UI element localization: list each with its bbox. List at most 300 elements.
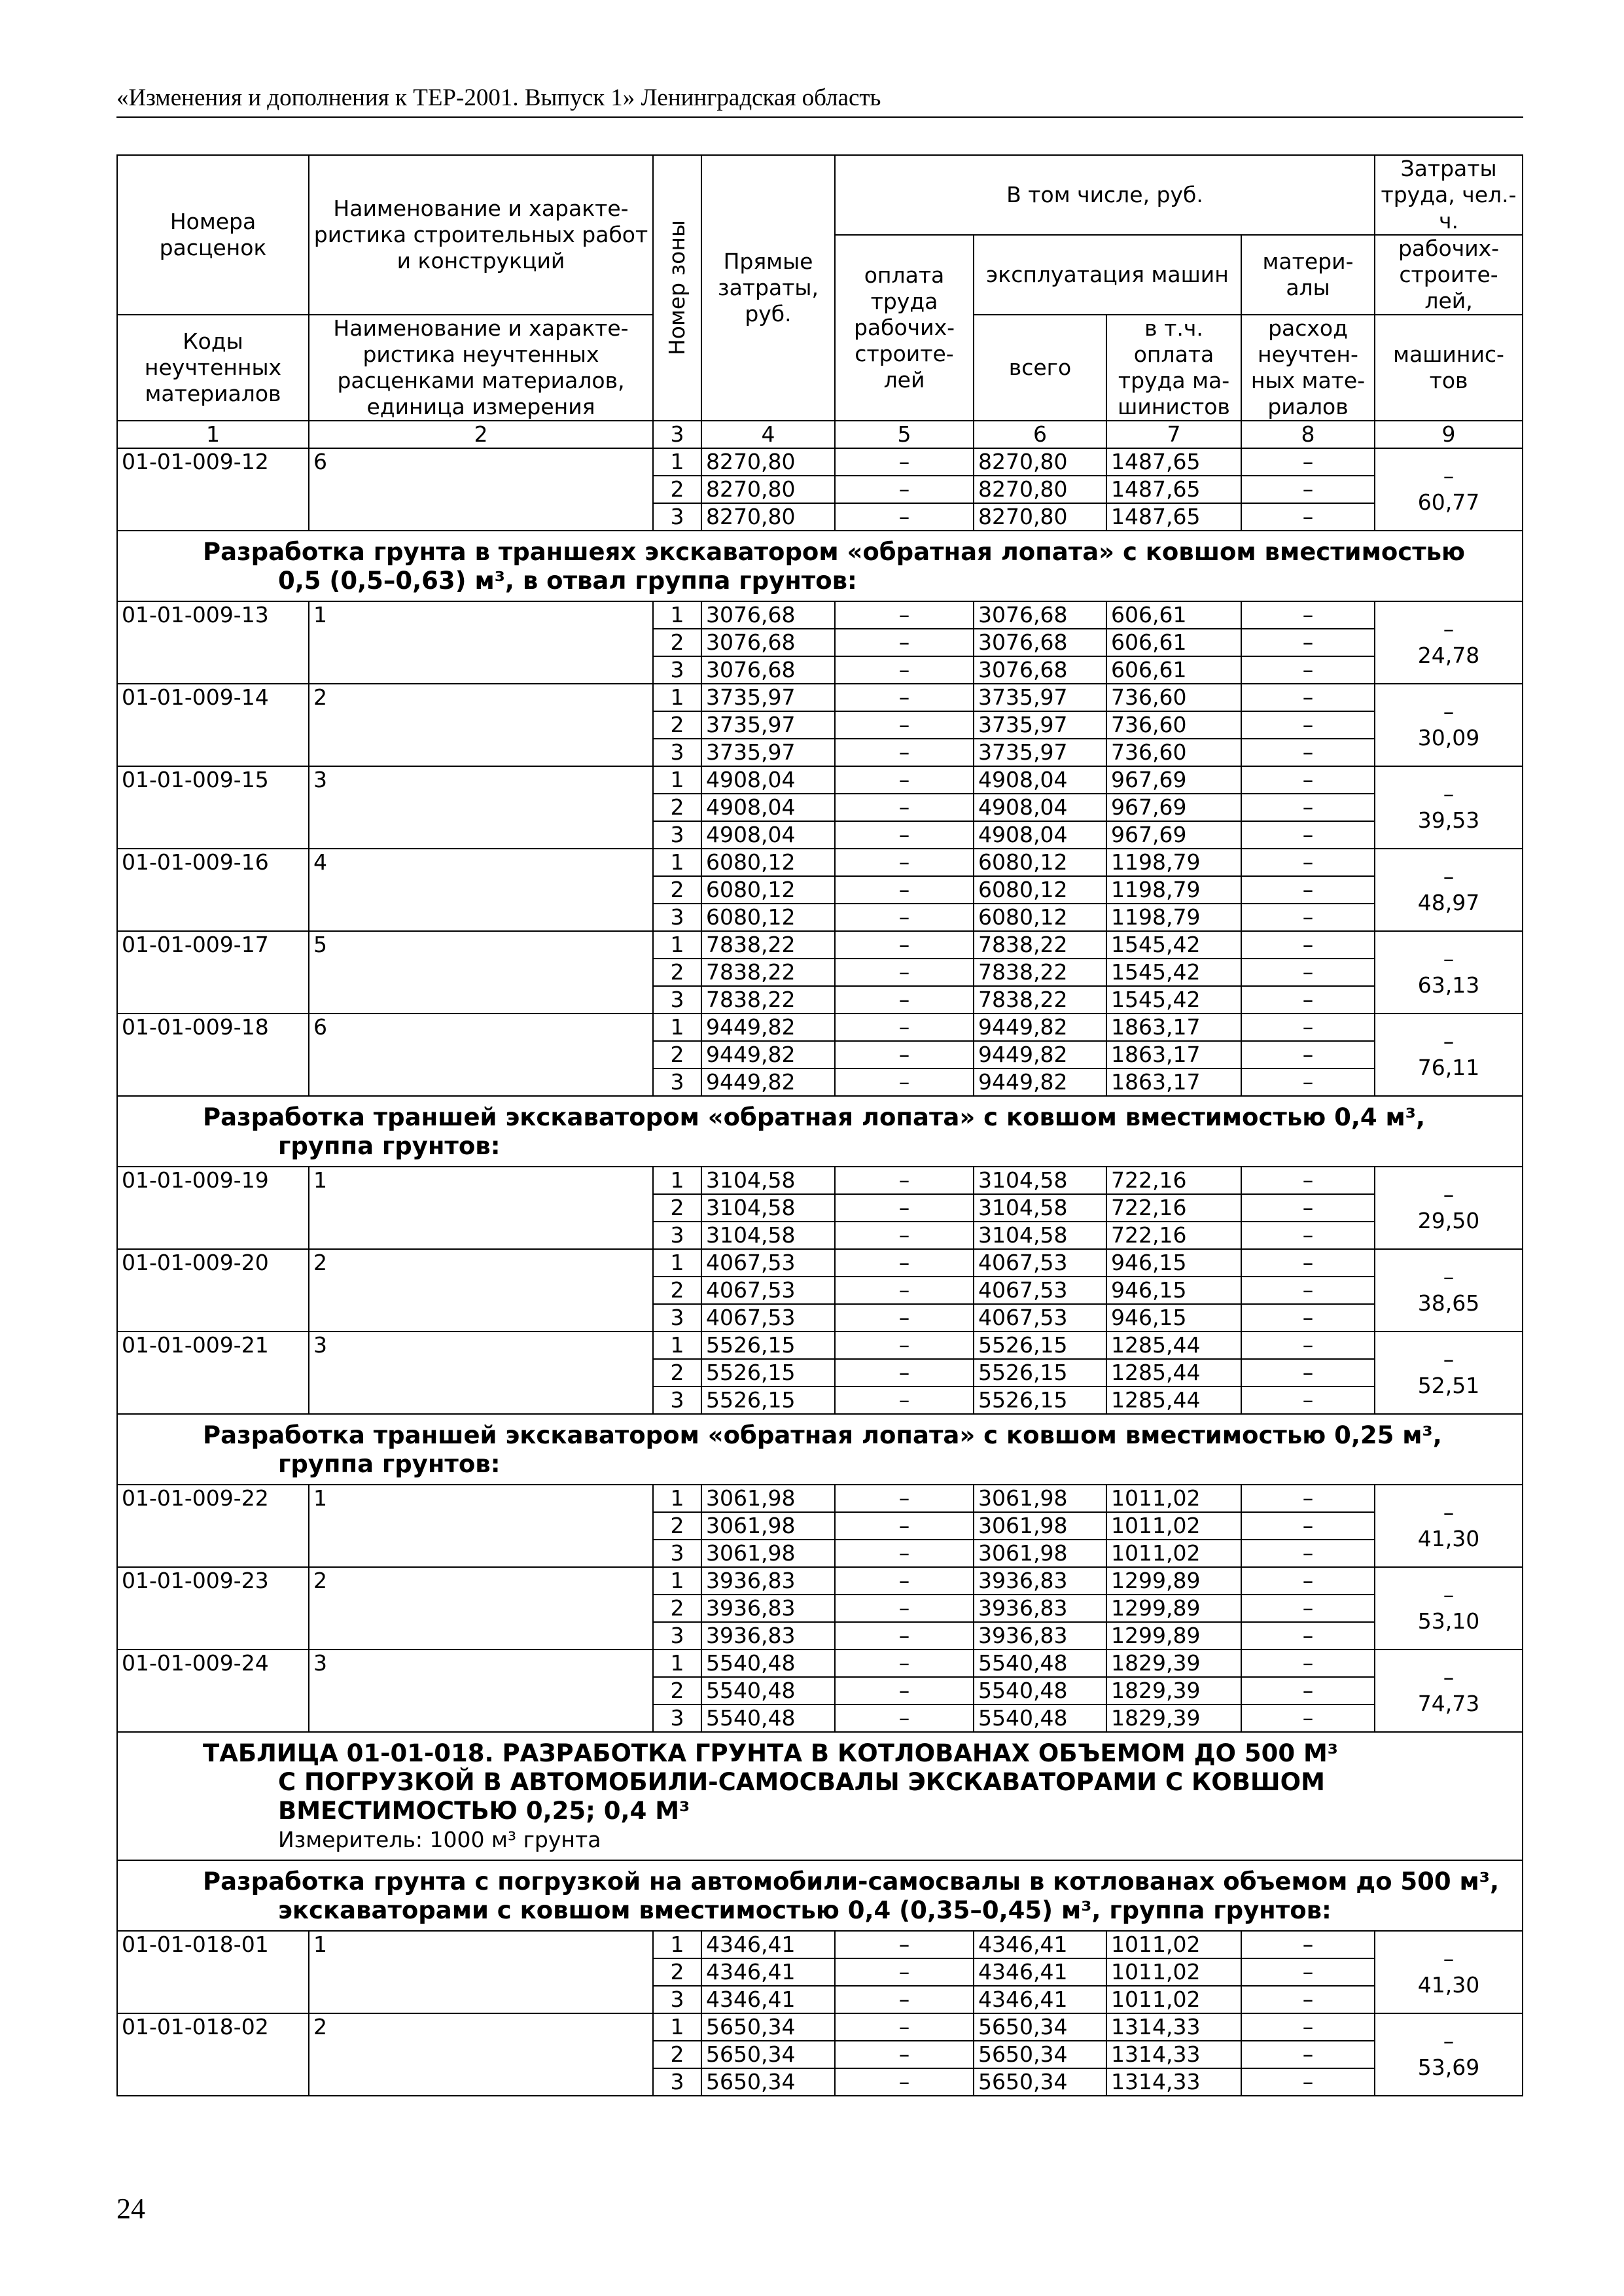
table-row bbox=[117, 1249, 1523, 1277]
col-number: 3 bbox=[653, 421, 701, 448]
operators-pay-cell: 1487,65 bbox=[1106, 503, 1241, 531]
zone-cell: 3 bbox=[653, 1222, 701, 1249]
workers-pay-cell: – bbox=[835, 959, 974, 986]
col-including: В том числе, руб. bbox=[835, 155, 1375, 235]
rate-code: 01-01-009-13 bbox=[117, 601, 309, 684]
col-operators-pay: в т.ч. оплата труда ма-шинистов bbox=[1106, 315, 1241, 421]
heading-line: 0,5 (0,5–0,63) м³, в отвал группа грунтов: bbox=[278, 567, 857, 595]
zone-cell: 3 bbox=[653, 1540, 701, 1567]
workers-pay-cell: – bbox=[835, 684, 974, 711]
machines-total-cell: 4908,04 bbox=[974, 766, 1106, 794]
labor-cell bbox=[1375, 1931, 1523, 2013]
zone-cell: 2 bbox=[653, 1041, 701, 1069]
soil-group: 1 bbox=[309, 1931, 653, 2013]
workers-pay-cell: – bbox=[835, 711, 974, 739]
workers-pay-cell: – bbox=[835, 1167, 974, 1194]
heading-line: Разработка траншей экскаватором «обратная лопата» с ковшом вместимостью 0,25 м³, bbox=[203, 1421, 1442, 1449]
materials-cell: – bbox=[1241, 1069, 1375, 1096]
table-row bbox=[117, 1485, 1523, 1512]
zone-cell: 1 bbox=[653, 2013, 701, 2041]
operators-pay-cell: 1545,42 bbox=[1106, 931, 1241, 959]
workers-pay-cell: – bbox=[835, 503, 974, 531]
machines-total-cell: 4346,41 bbox=[974, 1986, 1106, 2013]
machines-total-cell: 5540,48 bbox=[974, 1650, 1106, 1677]
workers-pay-cell: – bbox=[835, 821, 974, 849]
machines-total-cell: 3076,68 bbox=[974, 656, 1106, 684]
labor-workers: – bbox=[1443, 616, 1455, 642]
labor-operators: 41,30 bbox=[1417, 1972, 1480, 1998]
machines-total-cell: 5650,34 bbox=[974, 2041, 1106, 2068]
zone-cell: 2 bbox=[653, 1595, 701, 1622]
direct-cost-cell: 3936,83 bbox=[701, 1567, 835, 1595]
materials-cell: – bbox=[1241, 766, 1375, 794]
labor-cell bbox=[1375, 849, 1523, 931]
table-body bbox=[117, 448, 1523, 2096]
direct-cost-cell: 3104,58 bbox=[701, 1194, 835, 1222]
col-labor-costs: Затраты труда, чел.-ч. bbox=[1375, 155, 1523, 235]
table-title bbox=[117, 1732, 1523, 1860]
workers-pay-cell: – bbox=[835, 794, 974, 821]
heading-line: группа грунтов: bbox=[278, 1450, 501, 1478]
table-row bbox=[117, 1567, 1523, 1595]
workers-pay-cell: – bbox=[835, 931, 974, 959]
zone-cell: 3 bbox=[653, 656, 701, 684]
workers-pay-cell: – bbox=[835, 1650, 974, 1677]
zone-cell: 1 bbox=[653, 1485, 701, 1512]
workers-pay-cell: – bbox=[835, 766, 974, 794]
materials-cell: – bbox=[1241, 1277, 1375, 1304]
col-direct-costs: Прямые затраты, руб. bbox=[701, 155, 835, 421]
labor-operators: 52,51 bbox=[1417, 1373, 1480, 1398]
materials-cell: – bbox=[1241, 656, 1375, 684]
rate-code: 01-01-018-01 bbox=[117, 1931, 309, 2013]
table-row bbox=[117, 1014, 1523, 1041]
labor-workers: – bbox=[1443, 463, 1455, 489]
machines-total-cell: 5526,15 bbox=[974, 1332, 1106, 1359]
zone-cell: 3 bbox=[653, 986, 701, 1014]
operators-pay-cell: 1285,44 bbox=[1106, 1386, 1241, 1414]
page-header: «Изменения и дополнения к ТЕР-2001. Выпуск 1» Ленинградская область bbox=[116, 84, 1523, 118]
workers-pay-cell: – bbox=[835, 656, 974, 684]
workers-pay-cell: – bbox=[835, 1958, 974, 1986]
zone-cell: 3 bbox=[653, 1386, 701, 1414]
rate-code: 01-01-009-14 bbox=[117, 684, 309, 766]
zone-cell: 2 bbox=[653, 1677, 701, 1704]
direct-cost-cell: 3076,68 bbox=[701, 601, 835, 629]
operators-pay-cell: 1011,02 bbox=[1106, 1986, 1241, 2013]
labor-workers: – bbox=[1443, 1665, 1455, 1690]
direct-cost-cell: 4908,04 bbox=[701, 821, 835, 849]
heading-line: С ПОГРУЗКОЙ В АВТОМОБИЛИ-САМОСВАЛЫ ЭКСКАВАТОРАМИ С КОВШОМ bbox=[278, 1768, 1325, 1796]
materials-cell: – bbox=[1241, 503, 1375, 531]
labor-cell bbox=[1375, 2013, 1523, 2096]
machines-total-cell: 4346,41 bbox=[974, 1931, 1106, 1958]
labor-operators: 41,30 bbox=[1417, 1526, 1480, 1551]
zone-cell: 1 bbox=[653, 1931, 701, 1958]
rate-code: 01-01-009-16 bbox=[117, 849, 309, 931]
operators-pay-cell: 1314,33 bbox=[1106, 2041, 1241, 2068]
direct-cost-cell: 4346,41 bbox=[701, 1958, 835, 1986]
soil-group: 2 bbox=[309, 1567, 653, 1650]
machines-total-cell: 3104,58 bbox=[974, 1194, 1106, 1222]
col-machines-total: всего bbox=[974, 315, 1106, 421]
table-row bbox=[117, 931, 1523, 959]
zone-cell: 1 bbox=[653, 448, 701, 476]
labor-workers: – bbox=[1443, 1029, 1455, 1054]
direct-cost-cell: 4908,04 bbox=[701, 794, 835, 821]
zone-cell: 2 bbox=[653, 2041, 701, 2068]
materials-cell: – bbox=[1241, 1386, 1375, 1414]
col-work-name: Наименование и характе-ристика строительных работ и конструкций bbox=[309, 155, 653, 315]
col-number: 9 bbox=[1375, 421, 1523, 448]
zone-cell: 3 bbox=[653, 904, 701, 931]
workers-pay-cell: – bbox=[835, 1249, 974, 1277]
direct-cost-cell: 7838,22 bbox=[701, 959, 835, 986]
operators-pay-cell: 1314,33 bbox=[1106, 2013, 1241, 2041]
labor-operators: 53,10 bbox=[1417, 1608, 1480, 1634]
labor-operators: 30,09 bbox=[1417, 725, 1480, 751]
col-number: 1 bbox=[117, 421, 309, 448]
table-row bbox=[117, 1332, 1523, 1359]
rate-code: 01-01-009-23 bbox=[117, 1567, 309, 1650]
section-heading bbox=[117, 1414, 1523, 1485]
labor-workers: – bbox=[1443, 2028, 1455, 2054]
workers-pay-cell: – bbox=[835, 2041, 974, 2068]
operators-pay-cell: 736,60 bbox=[1106, 739, 1241, 766]
workers-pay-cell: – bbox=[835, 849, 974, 876]
section-heading bbox=[117, 1096, 1523, 1167]
labor-operators: 38,65 bbox=[1417, 1290, 1480, 1316]
operators-pay-cell: 606,61 bbox=[1106, 601, 1241, 629]
materials-cell: – bbox=[1241, 1167, 1375, 1194]
operators-pay-cell: 967,69 bbox=[1106, 766, 1241, 794]
labor-cell bbox=[1375, 931, 1523, 1014]
labor-cell bbox=[1375, 1167, 1523, 1249]
workers-pay-cell: – bbox=[835, 1704, 974, 1732]
soil-group: 6 bbox=[309, 448, 653, 531]
table-row bbox=[117, 448, 1523, 476]
machines-total-cell: 6080,12 bbox=[974, 849, 1106, 876]
col-number: 6 bbox=[974, 421, 1106, 448]
direct-cost-cell: 3076,68 bbox=[701, 629, 835, 656]
workers-pay-cell: – bbox=[835, 1485, 974, 1512]
materials-cell: – bbox=[1241, 1677, 1375, 1704]
machines-total-cell: 9449,82 bbox=[974, 1041, 1106, 1069]
operators-pay-cell: 1011,02 bbox=[1106, 1512, 1241, 1540]
direct-cost-cell: 3061,98 bbox=[701, 1540, 835, 1567]
operators-pay-cell: 736,60 bbox=[1106, 711, 1241, 739]
materials-cell: – bbox=[1241, 1485, 1375, 1512]
materials-cell: – bbox=[1241, 1014, 1375, 1041]
workers-pay-cell: – bbox=[835, 904, 974, 931]
materials-cell: – bbox=[1241, 931, 1375, 959]
col-number: 7 bbox=[1106, 421, 1241, 448]
zone-cell: 1 bbox=[653, 766, 701, 794]
zone-cell: 1 bbox=[653, 1567, 701, 1595]
heading-line: ВМЕСТИМОСТЬЮ 0,25; 0,4 М³ bbox=[278, 1797, 690, 1825]
workers-pay-cell: – bbox=[835, 1304, 974, 1332]
labor-workers: – bbox=[1443, 699, 1455, 724]
page-number: 24 bbox=[116, 2193, 145, 2225]
machines-total-cell: 5526,15 bbox=[974, 1386, 1106, 1414]
workers-pay-cell: – bbox=[835, 1677, 974, 1704]
machines-total-cell: 7838,22 bbox=[974, 959, 1106, 986]
table-row bbox=[117, 1931, 1523, 1958]
labor-operators: 74,73 bbox=[1417, 1691, 1480, 1716]
labor-cell bbox=[1375, 601, 1523, 684]
direct-cost-cell: 5540,48 bbox=[701, 1677, 835, 1704]
workers-pay-cell: – bbox=[835, 1194, 974, 1222]
zone-cell: 2 bbox=[653, 876, 701, 904]
direct-cost-cell: 5650,34 bbox=[701, 2013, 835, 2041]
workers-pay-cell: – bbox=[835, 1512, 974, 1540]
direct-cost-cell: 9449,82 bbox=[701, 1014, 835, 1041]
rate-code: 01-01-009-17 bbox=[117, 931, 309, 1014]
direct-cost-cell: 5650,34 bbox=[701, 2041, 835, 2068]
materials-cell: – bbox=[1241, 739, 1375, 766]
operators-pay-cell: 1487,65 bbox=[1106, 448, 1241, 476]
direct-cost-cell: 8270,80 bbox=[701, 476, 835, 503]
direct-cost-cell: 9449,82 bbox=[701, 1041, 835, 1069]
workers-pay-cell: – bbox=[835, 2068, 974, 2096]
zone-cell: 1 bbox=[653, 931, 701, 959]
col-number: 5 bbox=[835, 421, 974, 448]
operators-pay-cell: 1011,02 bbox=[1106, 1958, 1241, 1986]
zone-cell: 2 bbox=[653, 959, 701, 986]
materials-cell: – bbox=[1241, 2041, 1375, 2068]
machines-total-cell: 8270,80 bbox=[974, 503, 1106, 531]
labor-operators: 24,78 bbox=[1417, 643, 1480, 668]
materials-cell: – bbox=[1241, 1567, 1375, 1595]
workers-pay-cell: – bbox=[835, 1986, 974, 2013]
section-row bbox=[117, 1860, 1523, 1931]
machines-total-cell: 5540,48 bbox=[974, 1677, 1106, 1704]
section-heading bbox=[117, 1860, 1523, 1931]
operators-pay-cell: 967,69 bbox=[1106, 821, 1241, 849]
labor-workers: – bbox=[1443, 1582, 1455, 1608]
workers-pay-cell: – bbox=[835, 448, 974, 476]
operators-pay-cell: 606,61 bbox=[1106, 629, 1241, 656]
col-number: 2 bbox=[309, 421, 653, 448]
direct-cost-cell: 4346,41 bbox=[701, 1931, 835, 1958]
workers-pay-cell: – bbox=[835, 2013, 974, 2041]
direct-cost-cell: 5540,48 bbox=[701, 1650, 835, 1677]
machines-total-cell: 3104,58 bbox=[974, 1222, 1106, 1249]
direct-cost-cell: 4908,04 bbox=[701, 766, 835, 794]
materials-cell: – bbox=[1241, 1622, 1375, 1650]
workers-pay-cell: – bbox=[835, 1540, 974, 1567]
machines-total-cell: 5650,34 bbox=[974, 2068, 1106, 2096]
operators-pay-cell: 1299,89 bbox=[1106, 1567, 1241, 1595]
workers-pay-cell: – bbox=[835, 1386, 974, 1414]
labor-workers: – bbox=[1443, 1347, 1455, 1372]
section-row bbox=[117, 531, 1523, 601]
labor-cell bbox=[1375, 1249, 1523, 1332]
labor-workers: – bbox=[1443, 1500, 1455, 1525]
operators-pay-cell: 606,61 bbox=[1106, 656, 1241, 684]
machines-total-cell: 4346,41 bbox=[974, 1958, 1106, 1986]
machines-total-cell: 5526,15 bbox=[974, 1359, 1106, 1386]
workers-pay-cell: – bbox=[835, 986, 974, 1014]
zone-cell: 2 bbox=[653, 1359, 701, 1386]
section-heading bbox=[117, 531, 1523, 601]
materials-cell: – bbox=[1241, 1359, 1375, 1386]
zone-cell: 3 bbox=[653, 1986, 701, 2013]
operators-pay-cell: 1285,44 bbox=[1106, 1332, 1241, 1359]
workers-pay-cell: – bbox=[835, 1222, 974, 1249]
materials-cell: – bbox=[1241, 849, 1375, 876]
machines-total-cell: 7838,22 bbox=[974, 931, 1106, 959]
materials-cell: – bbox=[1241, 1304, 1375, 1332]
labor-cell bbox=[1375, 1650, 1523, 1732]
direct-cost-cell: 9449,82 bbox=[701, 1069, 835, 1096]
table-row bbox=[117, 1650, 1523, 1677]
zone-cell: 1 bbox=[653, 601, 701, 629]
machines-total-cell: 3936,83 bbox=[974, 1622, 1106, 1650]
labor-operators: 48,97 bbox=[1417, 890, 1480, 915]
zone-cell: 3 bbox=[653, 739, 701, 766]
materials-cell: – bbox=[1241, 1222, 1375, 1249]
labor-workers: – bbox=[1443, 1264, 1455, 1290]
materials-cell: – bbox=[1241, 959, 1375, 986]
table-row bbox=[117, 1167, 1523, 1194]
materials-cell: – bbox=[1241, 904, 1375, 931]
rate-code: 01-01-009-12 bbox=[117, 448, 309, 531]
operators-pay-cell: 722,16 bbox=[1106, 1167, 1241, 1194]
operators-pay-cell: 1299,89 bbox=[1106, 1622, 1241, 1650]
machines-total-cell: 3061,98 bbox=[974, 1485, 1106, 1512]
direct-cost-cell: 7838,22 bbox=[701, 931, 835, 959]
labor-cell bbox=[1375, 1332, 1523, 1414]
machines-total-cell: 4908,04 bbox=[974, 794, 1106, 821]
direct-cost-cell: 3735,97 bbox=[701, 684, 835, 711]
zone-cell: 1 bbox=[653, 1650, 701, 1677]
direct-cost-cell: 3061,98 bbox=[701, 1512, 835, 1540]
zone-cell: 1 bbox=[653, 1332, 701, 1359]
workers-pay-cell: – bbox=[835, 1567, 974, 1595]
materials-cell: – bbox=[1241, 476, 1375, 503]
col-workers-pay: оплата труда рабочих-строите-лей bbox=[835, 235, 974, 421]
soil-group: 3 bbox=[309, 1650, 653, 1732]
machines-total-cell: 4067,53 bbox=[974, 1277, 1106, 1304]
table-row bbox=[117, 849, 1523, 876]
materials-cell: – bbox=[1241, 1041, 1375, 1069]
zone-cell: 1 bbox=[653, 1014, 701, 1041]
soil-group: 2 bbox=[309, 1249, 653, 1332]
soil-group: 2 bbox=[309, 2013, 653, 2096]
direct-cost-cell: 5540,48 bbox=[701, 1704, 835, 1732]
machines-total-cell: 4067,53 bbox=[974, 1249, 1106, 1277]
materials-cell: – bbox=[1241, 1650, 1375, 1677]
direct-cost-cell: 3936,83 bbox=[701, 1622, 835, 1650]
operators-pay-cell: 1285,44 bbox=[1106, 1359, 1241, 1386]
rates-table bbox=[116, 154, 1523, 2096]
soil-group: 6 bbox=[309, 1014, 653, 1096]
materials-cell: – bbox=[1241, 1540, 1375, 1567]
labor-workers: – bbox=[1443, 946, 1455, 972]
direct-cost-cell: 3936,83 bbox=[701, 1595, 835, 1622]
table-row bbox=[117, 766, 1523, 794]
machines-total-cell: 6080,12 bbox=[974, 876, 1106, 904]
machines-total-cell: 3061,98 bbox=[974, 1512, 1106, 1540]
labor-cell bbox=[1375, 448, 1523, 531]
labor-operators: 39,53 bbox=[1417, 807, 1480, 833]
direct-cost-cell: 4346,41 bbox=[701, 1986, 835, 2013]
materials-cell: – bbox=[1241, 1958, 1375, 1986]
machines-total-cell: 3735,97 bbox=[974, 684, 1106, 711]
operators-pay-cell: 1011,02 bbox=[1106, 1540, 1241, 1567]
direct-cost-cell: 3061,98 bbox=[701, 1485, 835, 1512]
soil-group: 3 bbox=[309, 766, 653, 849]
soil-group: 5 bbox=[309, 931, 653, 1014]
zone-cell: 2 bbox=[653, 1958, 701, 1986]
zone-cell: 3 bbox=[653, 1622, 701, 1650]
materials-cell: – bbox=[1241, 2013, 1375, 2041]
direct-cost-cell: 5526,15 bbox=[701, 1359, 835, 1386]
labor-cell bbox=[1375, 1485, 1523, 1567]
operators-pay-cell: 1863,17 bbox=[1106, 1069, 1241, 1096]
zone-cell: 1 bbox=[653, 1167, 701, 1194]
zone-cell: 2 bbox=[653, 711, 701, 739]
direct-cost-cell: 6080,12 bbox=[701, 904, 835, 931]
operators-pay-cell: 946,15 bbox=[1106, 1249, 1241, 1277]
materials-cell: – bbox=[1241, 1986, 1375, 2013]
table-row bbox=[117, 684, 1523, 711]
machines-total-cell: 4067,53 bbox=[974, 1304, 1106, 1332]
materials-cell: – bbox=[1241, 629, 1375, 656]
labor-cell bbox=[1375, 1014, 1523, 1096]
workers-pay-cell: – bbox=[835, 476, 974, 503]
direct-cost-cell: 5526,15 bbox=[701, 1332, 835, 1359]
workers-pay-cell: – bbox=[835, 1332, 974, 1359]
materials-cell: – bbox=[1241, 986, 1375, 1014]
heading-line: ТАБЛИЦА 01-01-018. РАЗРАБОТКА ГРУНТА В КОТЛОВАНАХ ОБЪЕМОМ ДО 500 М³ bbox=[203, 1739, 1339, 1767]
zone-cell: 2 bbox=[653, 476, 701, 503]
materials-cell: – bbox=[1241, 1512, 1375, 1540]
workers-pay-cell: – bbox=[835, 876, 974, 904]
soil-group: 1 bbox=[309, 601, 653, 684]
labor-cell bbox=[1375, 766, 1523, 849]
labor-operators: 53,69 bbox=[1417, 2055, 1480, 2080]
col-machine-operation: эксплуатация машин bbox=[974, 235, 1241, 315]
operators-pay-cell: 736,60 bbox=[1106, 684, 1241, 711]
labor-operators: 29,50 bbox=[1417, 1208, 1480, 1233]
machines-total-cell: 3104,58 bbox=[974, 1167, 1106, 1194]
machines-total-cell: 3936,83 bbox=[974, 1595, 1106, 1622]
machines-total-cell: 3936,83 bbox=[974, 1567, 1106, 1595]
materials-cell: – bbox=[1241, 601, 1375, 629]
materials-cell: – bbox=[1241, 1595, 1375, 1622]
materials-cell: – bbox=[1241, 1194, 1375, 1222]
direct-cost-cell: 4067,53 bbox=[701, 1304, 835, 1332]
operators-pay-cell: 722,16 bbox=[1106, 1194, 1241, 1222]
labor-workers: – bbox=[1443, 1946, 1455, 1971]
zone-cell: 3 bbox=[653, 1704, 701, 1732]
col-material-names: Наименование и характе-ристика неучтенных расценками материалов, единица измерения bbox=[309, 315, 653, 421]
rate-code: 01-01-009-20 bbox=[117, 1249, 309, 1332]
col-operators-labor: машинис-тов bbox=[1375, 315, 1523, 421]
workers-pay-cell: – bbox=[835, 739, 974, 766]
labor-operators: 63,13 bbox=[1417, 972, 1480, 998]
operators-pay-cell: 1545,42 bbox=[1106, 959, 1241, 986]
labor-operators: 60,77 bbox=[1417, 489, 1480, 515]
direct-cost-cell: 4067,53 bbox=[701, 1249, 835, 1277]
materials-cell: – bbox=[1241, 2068, 1375, 2096]
labor-operators: 76,11 bbox=[1417, 1055, 1480, 1080]
materials-cell: – bbox=[1241, 448, 1375, 476]
workers-pay-cell: – bbox=[835, 629, 974, 656]
zone-cell: 2 bbox=[653, 1194, 701, 1222]
